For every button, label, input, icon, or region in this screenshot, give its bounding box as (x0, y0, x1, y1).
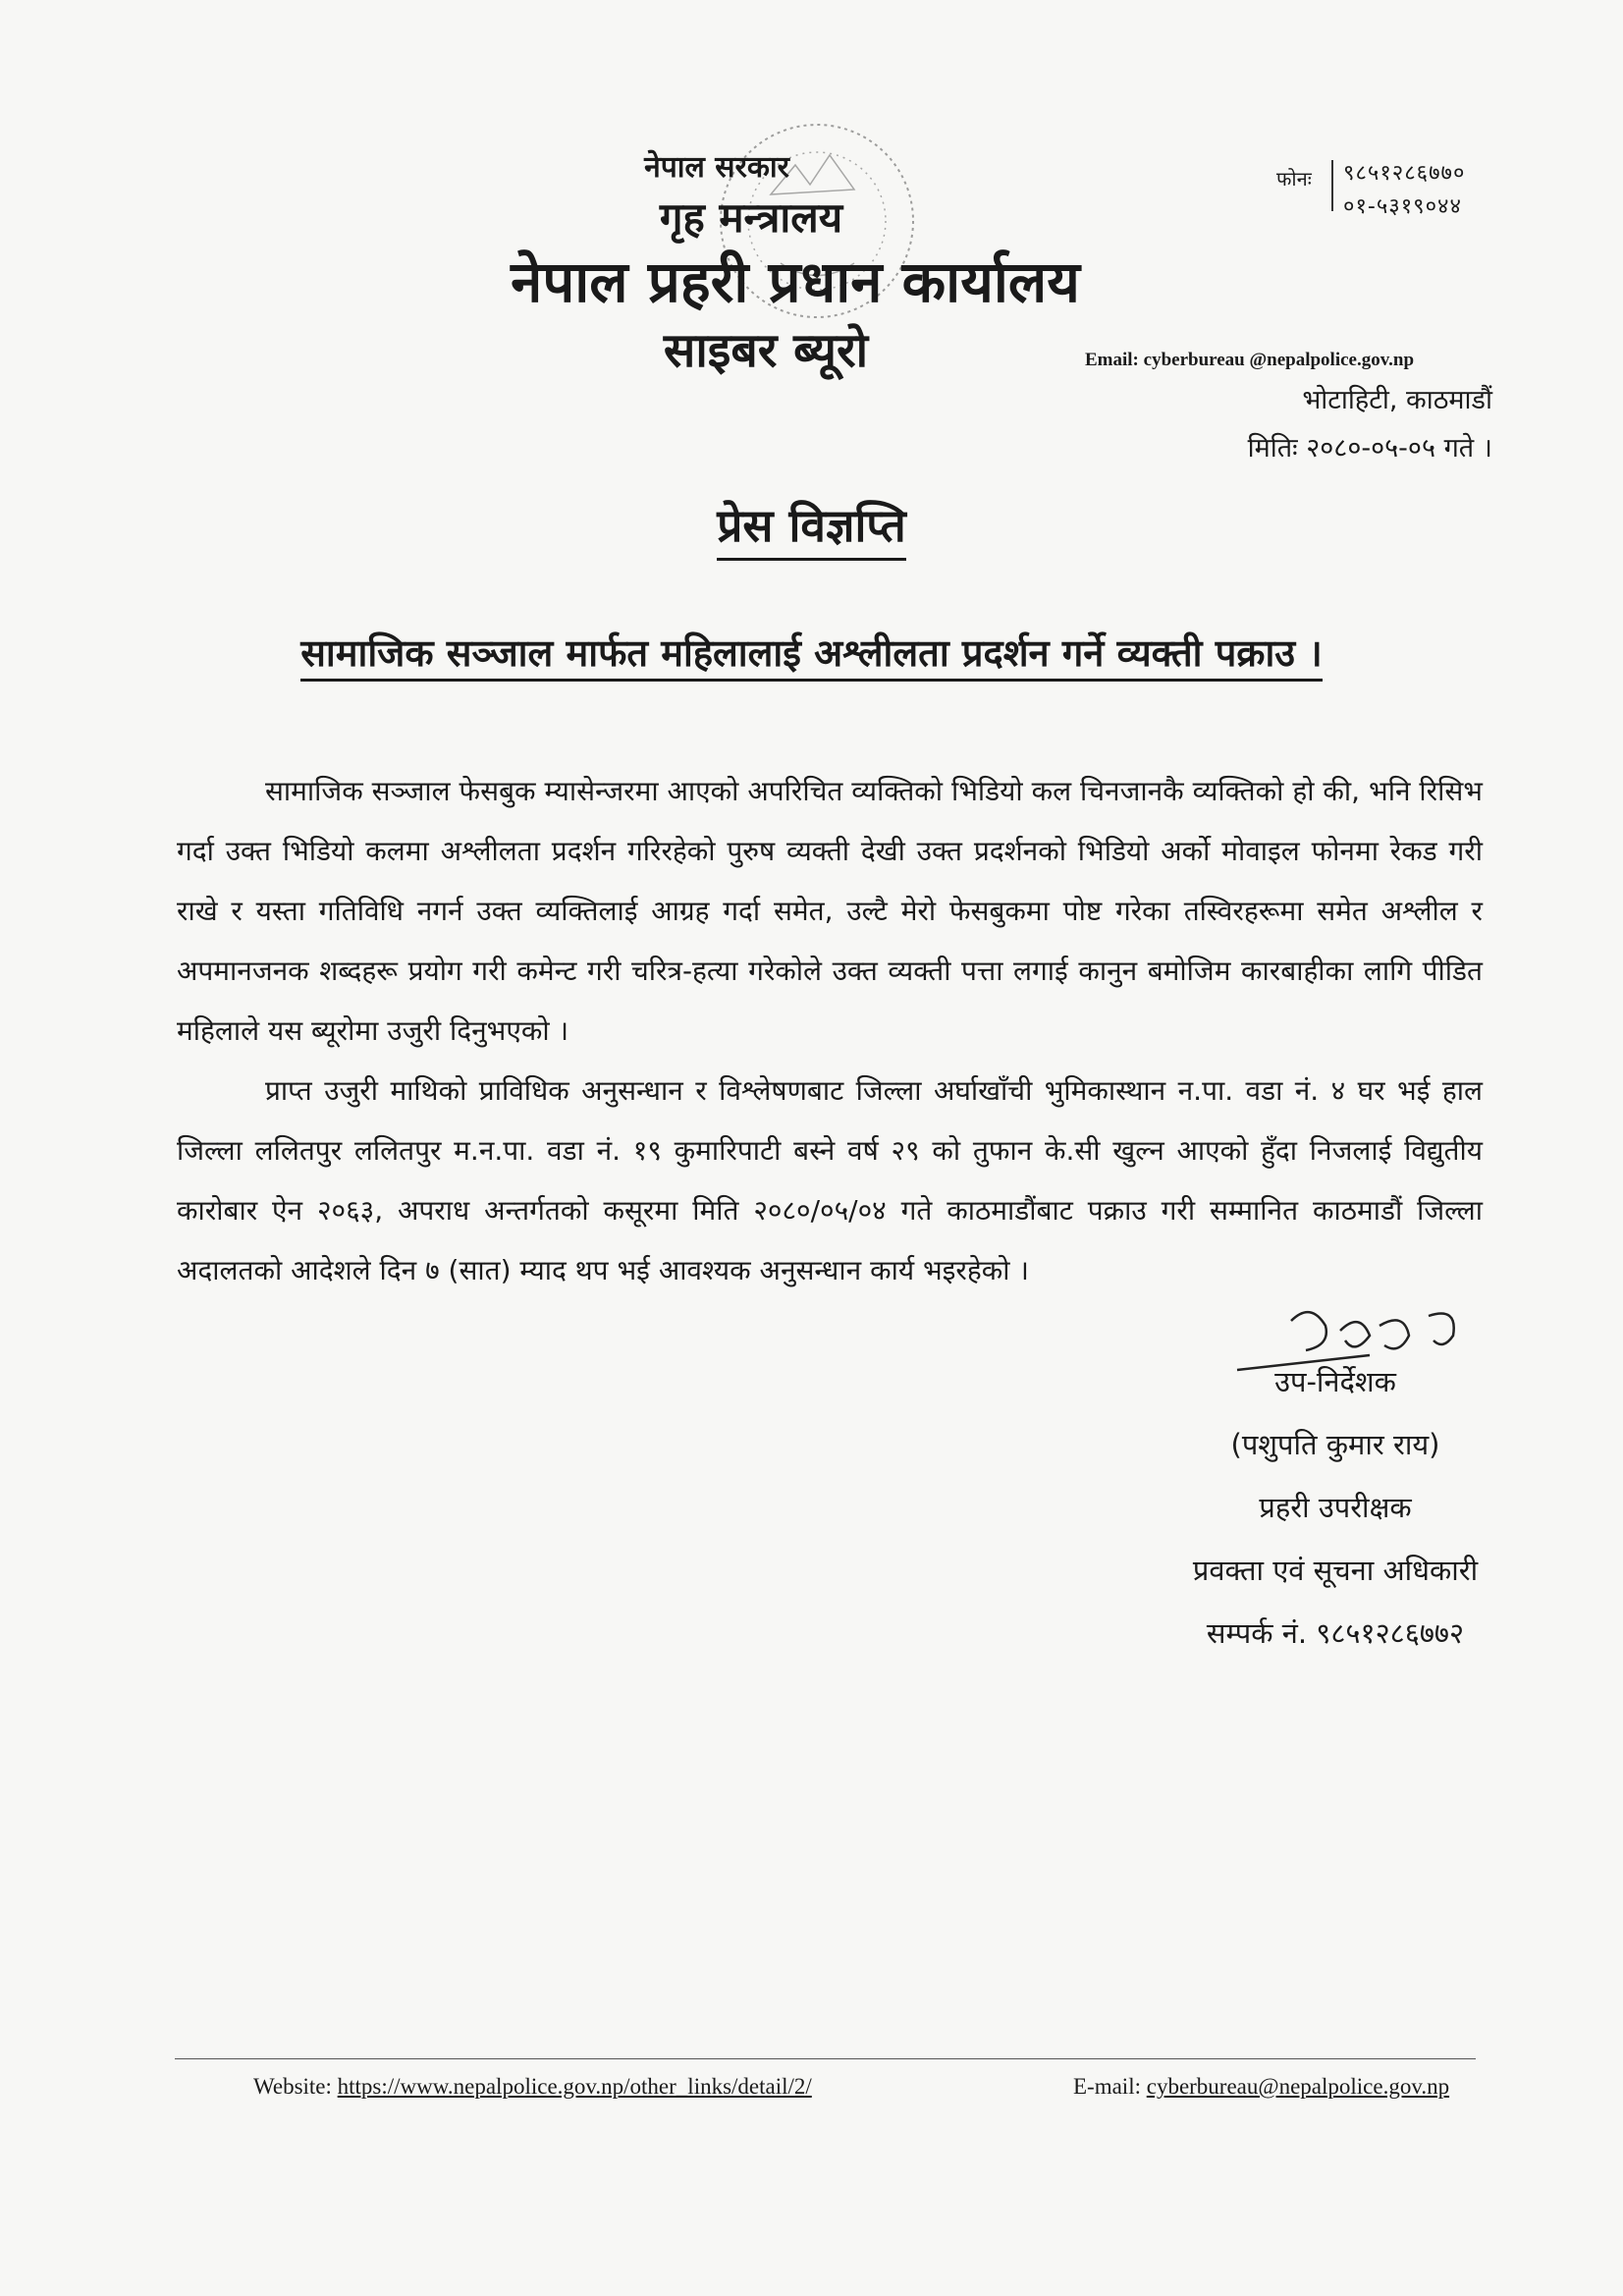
body-paragraph-2: प्राप्त उजुरी माथिको प्राविधिक अनुसन्धान र विश्लेषणबाट जिल्ला अर्घाखाँची भुमिकास्थान न.पा. वडा नं. ४ घर भई हाल जिल्ला ललितपुर ललितपुर म.न.पा. वडा नं. १९ कुमारिपाटी बस्ने वर्ष २९ को तुफान के.सी खुल्न आएको हुँदा निजलाई विद्युतीय कारोबार ऐन २०६३, अपराध अन्तर्गतको कसूरमा मिति २०८०/०५/०४ गते काठमाडौंबाट पक्राउ गरी सम्मानित काठमाडौं जिल्ला अदालतको आदेशले दिन ७ (सात) म्याद थप भई आवश्यक अनुसन्धान कार्य भइरहेको । (177, 1074, 1483, 1286)
footer-email-link[interactable]: cyberbureau@nepalpolice.gov.np (1146, 2074, 1450, 2099)
document-body (177, 761, 1483, 1300)
signatory-contact: सम्पर्क नं. ९८५१२८६७७२ (1206, 1616, 1465, 1650)
document-title-text: प्रेस विज्ञप्ति (717, 499, 906, 561)
phone-number-1: ९८५१२८६७७० (1343, 161, 1466, 186)
footer-divider (175, 2058, 1476, 2059)
footer-website-link[interactable]: https://www.nepalpolice.gov.np/other_links/detail/2/ (337, 2074, 812, 2099)
phone-number-2: ०१-५३१९०४४ (1343, 194, 1462, 219)
header-email: Email: cyberbureau @nepalpolice.gov.np (1085, 350, 1415, 370)
footer-email (1073, 2074, 1449, 2100)
signatory-name: (पशुपति कुमार राय) (1230, 1428, 1440, 1461)
header-date: मितिः २०८०-०५-०५ गते । (1247, 433, 1492, 464)
header-address: भोटाहिटी, काठमाडौं (1302, 385, 1492, 415)
document-subject-text: सामाजिक सञ्जाल मार्फत महिलालाई अश्लीलता प्रदर्शन गर्ने व्यक्ती पक्राउ । (300, 631, 1323, 682)
footer-email-label: E-mail: (1073, 2074, 1141, 2099)
signature-block (1119, 1350, 1551, 1665)
header-ministry: गृह मन्त्रालय (659, 193, 843, 242)
header-office: नेपाल प्रहरी प्रधान कार्यालय (511, 248, 1080, 315)
footer-website (253, 2074, 812, 2100)
signatory-role: प्रवक्ता एवं सूचना अधिकारी (1192, 1554, 1479, 1587)
signatory-rank: प्रहरी उपरीक्षक (1259, 1491, 1412, 1524)
footer-website-label: Website: (253, 2074, 332, 2099)
body-paragraph-1: सामाजिक सञ्जाल फेसबुक म्यासेन्जरमा आएको अपरिचित व्यक्तिको भिडियो कल चिनजानकै व्यक्तिको हो की, भनि रिसिभ गर्दा उक्त भिडियो कलमा अश्लीलता प्रदर्शन गरिरहेको पुरुष व्यक्ती देखी उक्त प्रदर्शनको भिडियो अर्को मोवाइल फोनमा रेकड गरी राखे र यस्ता गतिविधि नगर्न उक्त व्यक्तिलाई आग्रह गर्दा समेत, उल्टै मेरो फेसबुकमा पोष्ट गरेका तस्विरहरूमा समेत अश्लील र अपमानजनक शब्दहरू प्रयोग गरी कमेन्ट गरी चरित्र-हत्या गरेकोले उक्त व्यक्ती पत्ता लगाई कानुन बमोजिम कारबाहीका लागि पीडित महिलाले यस ब्यूरोमा उजुरी दिनुभएको । (177, 775, 1483, 1047)
header-bureau: साइबर ब्यूरो (663, 323, 869, 378)
phone-bracket (1331, 160, 1337, 211)
document-title (0, 494, 1623, 555)
phone-label: फोनः (1276, 167, 1312, 191)
header-govt: नेपाल सरकार (644, 150, 789, 185)
document-subject (0, 627, 1623, 678)
signatory-designation: उप-निर्देशक (1274, 1365, 1396, 1398)
